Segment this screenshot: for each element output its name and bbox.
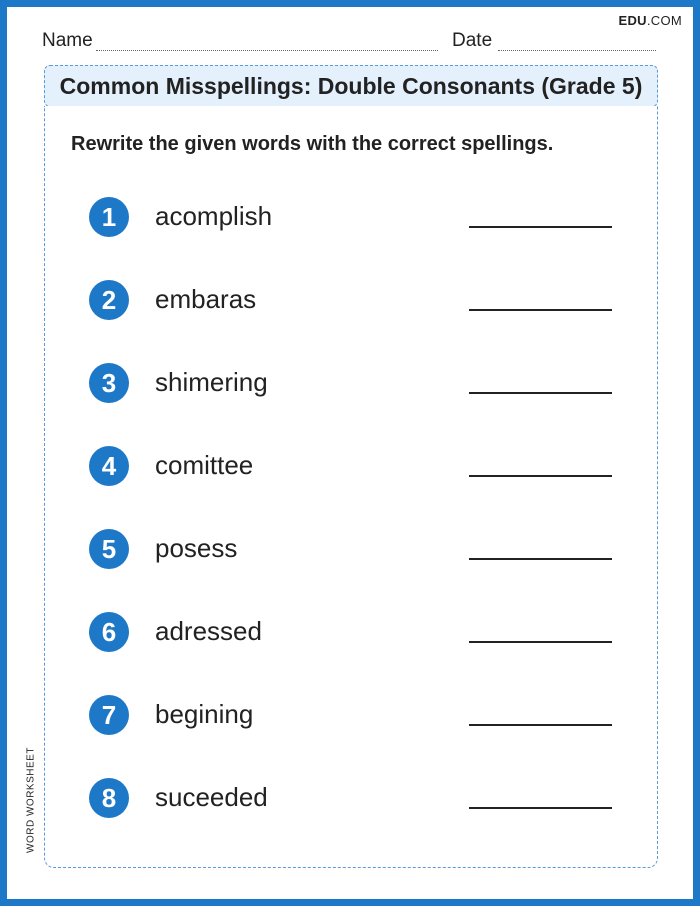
question-number-badge: 3 [89, 363, 129, 403]
question-number-badge: 5 [89, 529, 129, 569]
brand-suffix: .COM [646, 13, 682, 28]
instruction-text: Rewrite the given words with the correct spellings. [71, 133, 554, 155]
answer-line[interactable] [469, 392, 612, 394]
question-number-badge: 4 [89, 446, 129, 486]
answer-line[interactable] [469, 309, 612, 311]
question-number-badge: 6 [89, 612, 129, 652]
question-number-badge: 2 [89, 280, 129, 320]
question-number-badge: 1 [89, 197, 129, 237]
question-number-badge: 7 [89, 695, 129, 735]
misspelled-word: suceeded [155, 782, 268, 812]
brand-name: EDU [618, 13, 647, 28]
misspelled-word: comittee [155, 450, 254, 480]
brand-logo [618, 13, 682, 28]
misspelled-word: adressed [155, 616, 262, 646]
misspelled-word: shimering [155, 367, 268, 397]
question-item [0, 361, 700, 405]
question-item [0, 610, 700, 654]
misspelled-word: posess [155, 533, 238, 563]
question-item [0, 693, 700, 737]
answer-line[interactable] [469, 226, 612, 228]
answer-line[interactable] [469, 807, 612, 809]
misspelled-word: begining [155, 699, 254, 729]
name-label: Name [42, 30, 93, 51]
question-item [0, 444, 700, 488]
answer-line[interactable] [469, 641, 612, 643]
misspelled-word: acomplish [155, 201, 273, 231]
worksheet-side-label: WORD WORKSHEET [25, 747, 37, 853]
date-label: Date [452, 30, 493, 51]
misspelled-word: embaras [155, 284, 257, 314]
question-item [0, 527, 700, 571]
answer-line[interactable] [469, 475, 612, 477]
answer-line[interactable] [469, 558, 612, 560]
name-field[interactable] [96, 50, 438, 51]
question-item [0, 278, 700, 322]
worksheet-title: Common Misspellings: Double Consonants (Grade 5) [44, 65, 658, 107]
answer-line[interactable] [469, 724, 612, 726]
question-item [0, 195, 700, 239]
question-item [0, 776, 700, 820]
date-field[interactable] [498, 50, 656, 51]
question-number-badge: 8 [89, 778, 129, 818]
